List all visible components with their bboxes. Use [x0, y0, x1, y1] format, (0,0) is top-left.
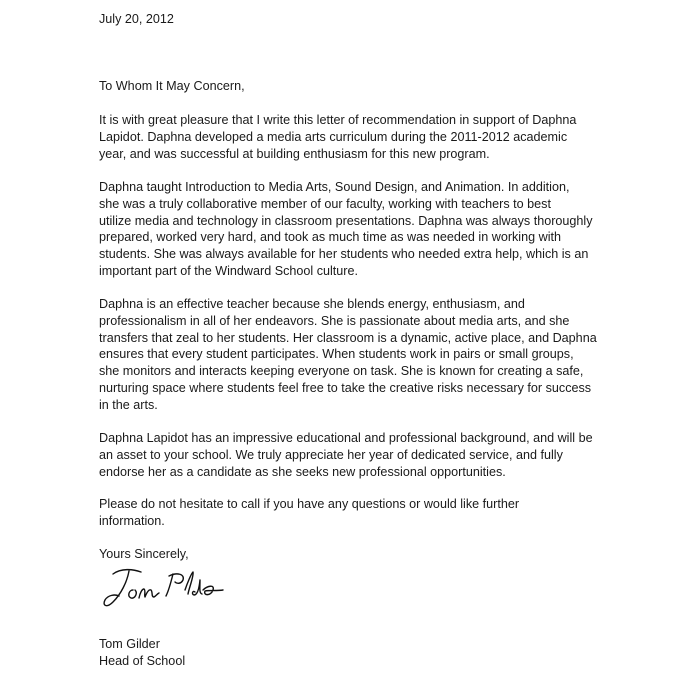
- paragraph-line: Lapidot. Daphna developed a media arts curriculum during the 2011-2012 academic: [99, 129, 568, 144]
- paragraph-line: she was a truly collaborative member of our faculty, working with teachers to best: [99, 196, 551, 211]
- paragraph-4: [99, 430, 593, 480]
- paragraph-2: [99, 179, 593, 280]
- handwritten-signature: [99, 560, 229, 618]
- paragraph-line: year, and was successful at building enthusiasm for this new program.: [99, 146, 490, 161]
- paragraph-line: she monitors and interacts keeping everyone on task. She is known for creating a safe,: [99, 364, 584, 379]
- closing: Yours Sincerely,: [99, 547, 189, 561]
- paragraph-line: in the arts.: [99, 397, 158, 412]
- salutation: To Whom It May Concern,: [99, 79, 245, 93]
- paragraph-3: [99, 296, 597, 414]
- signer-title: Head of School: [99, 654, 186, 668]
- paragraph-line: prepared, worked very hard, and took as much time as was needed in working with: [99, 230, 562, 245]
- paragraph-line: Daphna is an effective teacher because she blends energy, enthusiasm, and: [99, 297, 525, 311]
- signer-name: Tom Gilder: [99, 637, 160, 651]
- paragraph-1: [99, 112, 576, 162]
- paragraph-line: an asset to your school. We truly appreciate her year of dedicated service, and fully: [99, 447, 563, 462]
- paragraph-line: Daphna taught Introduction to Media Arts, Sound Design, and Animation. In addition,: [99, 180, 570, 194]
- paragraph-line: Daphna Lapidot has an impressive educational and professional background, and will be: [99, 431, 593, 445]
- paragraph-line: Please do not hesitate to call if you have any questions or would like further: [99, 497, 520, 511]
- paragraph-line: important part of the Windward School culture.: [99, 263, 358, 278]
- paragraph-line: utilize media and technology in classroom presentations. Daphna was always thoroughly: [99, 213, 593, 228]
- paragraph-line: information.: [99, 513, 165, 528]
- paragraph-line: transfers that zeal to her students. Her classroom is a dynamic, active place, and Daphna: [99, 330, 597, 345]
- paragraph-line: ensures that every student participates. When students work in pairs or small groups,: [99, 347, 574, 362]
- paragraph-line: It is with great pleasure that I write this letter of recommendation in support of Daphna: [99, 113, 577, 127]
- paragraph-5: [99, 496, 519, 530]
- paragraph-line: nurturing space where students feel free to take the creative risks necessary for success: [99, 380, 592, 395]
- paragraph-line: students. She was always available for her students who needed extra help, which is an: [99, 247, 589, 262]
- paragraph-line: professionalism in all of her endeavors. She is passionate about media arts, and she: [99, 313, 570, 328]
- letter-date: July 20, 2012: [99, 12, 174, 26]
- paragraph-line: endorse her as a candidate as she seeks new professional opportunities.: [99, 464, 506, 479]
